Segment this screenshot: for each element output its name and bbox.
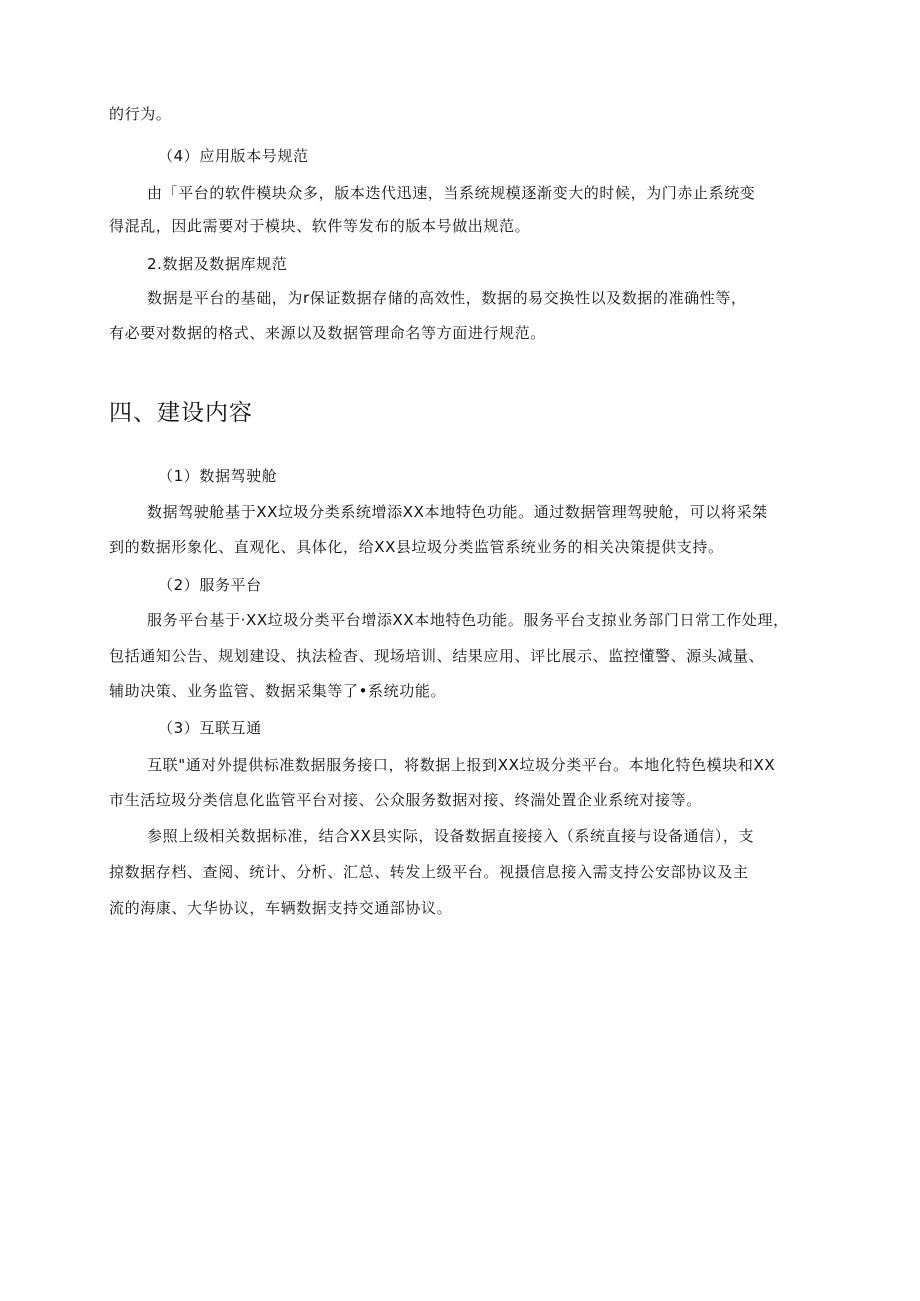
paragraph-line: 辅助决策、业务监管、数据采集等了•系统功能。 — [109, 682, 447, 700]
section-heading: 四、建设内容 — [109, 400, 253, 426]
item-heading-data-cockpit: （1）数据驾驶舱 — [158, 467, 278, 485]
item-heading-service-platform: （2）服务平台 — [158, 576, 262, 594]
paragraph-line: 的行为。 — [109, 105, 172, 123]
paragraph-line: 由「平台的软件模块众多，版本迭代迅速，当系统规模逐渐变大的时候，为门赤止系统变 — [147, 184, 756, 202]
paragraph-line: 服务平台基于·XX垃圾分类平台增添XX本地特色功能。服务平台支掠业务部门日常工作处理， — [147, 611, 789, 629]
paragraph-line: 掠数据存档、查阅、统计、分析、汇总、转发上级平台。视摄信息接入需支持公安部协议及主 — [109, 863, 749, 881]
paragraph-line: 到的数据形象化、直观化、具体化，给XX县垃圾分类监管系统业务的相关决策提供支持。 — [109, 538, 724, 556]
paragraph-line: 互联"通对外提供标准数据服务接口，将数据上报到XX垃圾分类平台。本地化特色模块和XX — [147, 756, 776, 774]
item-heading-interconnection: （3）互联互通 — [158, 719, 262, 737]
paragraph-line: 数据是平台的基础，为r保证数据存储的高效性，数据的易交换性以及数据的准确性等， — [147, 289, 747, 307]
paragraph-line: 参照上级相关数据标准，结合XX县实际，设备数据直接接入（系统直接与设备通信），支 — [147, 827, 755, 845]
paragraph-line: 有必要对数据的格式、来源以及数据管理命名等方面进行规范。 — [109, 324, 546, 342]
paragraph-line: 流的海康、大华协议，车辆数据支持交通部协议。 — [109, 899, 453, 917]
item-heading-data-standards: 2.数据及数据库规范 — [147, 255, 288, 273]
paragraph-line: 包括通知公告、规划建设、执法检杳、现场培训、结果应用、评比展示、监控懂警、源头减量、 — [109, 647, 765, 665]
paragraph-line: 数据驾驶舱基于XX垃圾分类系统增添XX本地特色功能。通过数据管理驾驶舱，可以将采桀 — [147, 503, 768, 521]
paragraph-line: 市生活垃圾分类信息化监管平台对接、公众服务数据对接、终湍处置企业系统对接等。 — [109, 791, 702, 809]
item-heading-app-version: （4）应用版本号规范 — [158, 147, 309, 165]
paragraph-line: 得混乱，因此需要对于模块、软件等发布的版本号做出规范。 — [109, 217, 531, 235]
